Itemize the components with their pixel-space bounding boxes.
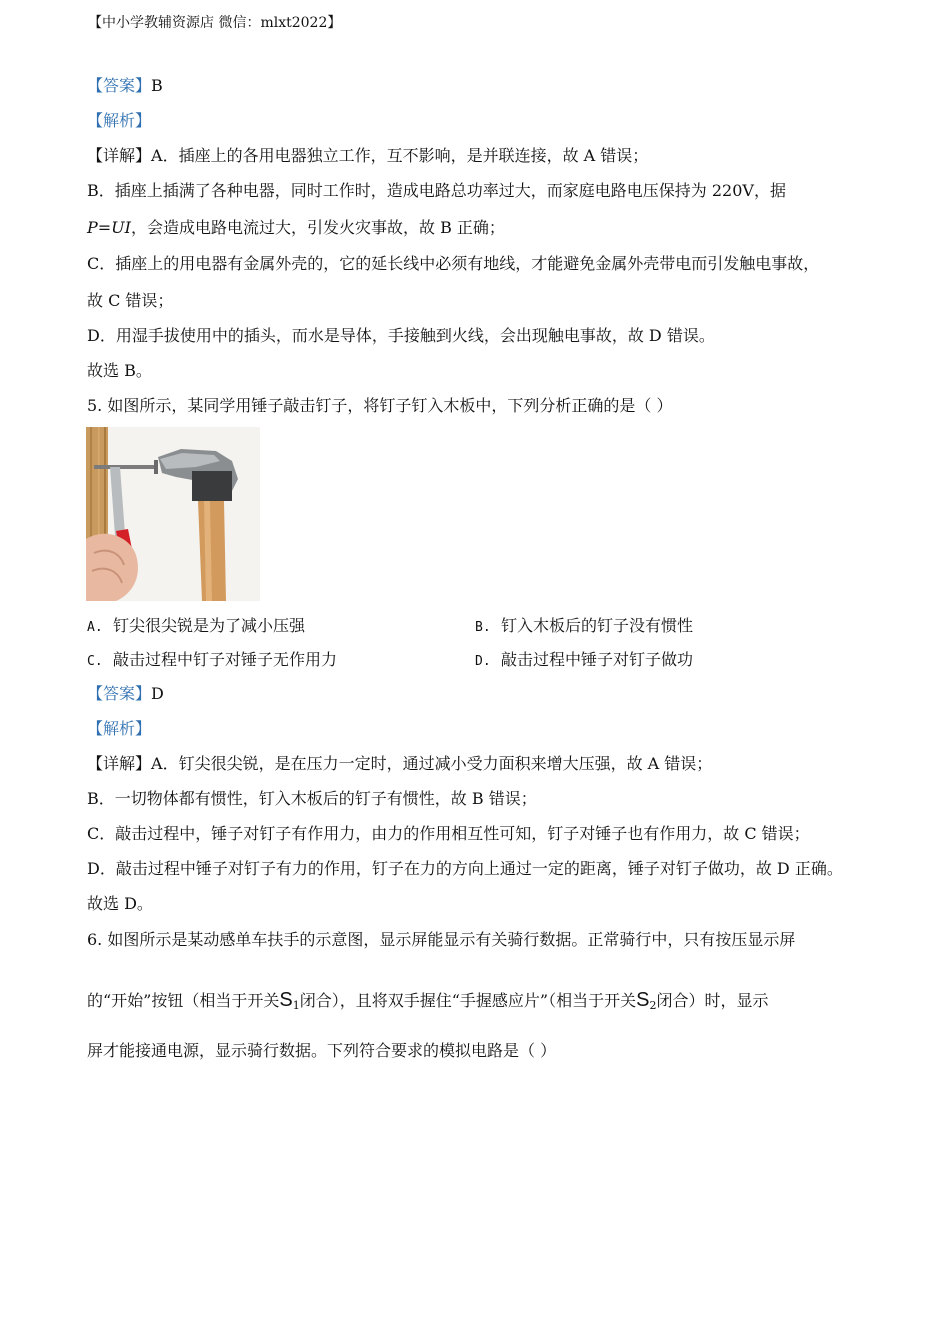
q5-line-d: D．敲击过程中锤子对钉子有力的作用，钉子在力的方向上通过一定的距离，锤子对钉子做功，故 D 正确。 <box>87 859 843 878</box>
switch-s1-symbol: S <box>279 989 293 1011</box>
detail-tag: 【详解】 <box>87 146 152 165</box>
hammer-nail-image <box>86 427 260 601</box>
q4-line-a: A．插座上的各用电器独立工作，互不影响，是并联连接，故 A 错误； <box>151 146 649 165</box>
q4-conclusion: 故选 B。 <box>87 361 152 380</box>
q5-detail-a <box>87 754 712 774</box>
q5-option-c <box>87 650 337 672</box>
q5-answer-line <box>87 684 164 704</box>
switch-s2-symbol: S <box>636 989 650 1011</box>
hammer-illustration <box>86 427 260 601</box>
page-header: 【中小学教辅资源店 微信：mlxt2022】 <box>88 15 342 31</box>
answer-value: D <box>151 684 164 703</box>
option-key: B. <box>475 620 491 635</box>
q5-analysis-tag: 【解析】 <box>87 719 152 738</box>
q5-option-a <box>87 616 305 638</box>
q6-line-2a: 的“开始”按钮（相当于开关 <box>87 991 280 1010</box>
q4-answer-line <box>87 76 163 96</box>
option-text: 钉尖很尖锐是为了减小压强 <box>113 616 306 635</box>
q4-line-c2: 故 C 错误； <box>87 291 174 310</box>
q4-line-b2 <box>87 218 505 238</box>
option-text: 敲击过程中钉子对锤子无作用力 <box>113 650 338 669</box>
q5-line-c: C．敲击过程中，锤子对钉子有作用力，由力的作用相互性可知，钉子对锤子也有作用力，故 C 错误； <box>87 824 810 843</box>
q6-line-2 <box>87 990 768 1016</box>
q4-line-d: D．用湿手拔使用中的插头，而水是导体，手接触到火线，会出现触电事故，故 D 错误。 <box>87 326 715 345</box>
detail-tag: 【详解】 <box>87 754 152 773</box>
option-key: A. <box>87 620 103 635</box>
q4-analysis-tag: 【解析】 <box>87 111 152 130</box>
formula: P=UI <box>87 218 131 237</box>
option-key: C. <box>87 654 103 669</box>
option-key: D. <box>475 654 491 669</box>
q6-line-2c: 闭合）时，显示 <box>656 991 769 1010</box>
q6-line-3: 屏才能接通电源，显示骑行数据。下列符合要求的模拟电路是（ ） <box>87 1041 557 1060</box>
option-text: 钉入木板后的钉子没有惯性 <box>501 616 694 635</box>
answer-tag: 【答案】 <box>87 76 152 95</box>
q4-line-b2-text: ，会造成电路电流过大，引发火灾事故，故 B 正确； <box>130 218 505 237</box>
option-text: 敲击过程中锤子对钉子做功 <box>501 650 694 669</box>
answer-value: B <box>151 76 163 95</box>
switch-s2-subscript: 2 <box>649 999 657 1012</box>
q4-detail-a <box>87 146 648 166</box>
switch-s1-subscript: 1 <box>292 999 300 1012</box>
answer-tag: 【答案】 <box>87 684 152 703</box>
q4-line-b1: B．插座上插满了各种电器，同时工作时，造成电路总功率过大，而家庭电路电压保持为 220V，据 <box>87 181 786 200</box>
q5-line-a: A．钉尖很尖锐，是在压力一定时，通过减小受力面积来增大压强，故 A 错误； <box>151 754 713 773</box>
q5-line-b: B．一切物体都有惯性，钉入木板后的钉子有惯性，故 B 错误； <box>87 789 537 808</box>
q5-conclusion: 故选 D。 <box>87 894 153 913</box>
q5-option-d <box>475 650 693 672</box>
q6-line-2b: 闭合），且将双手握住“手握感应片”（相当于开关 <box>299 991 637 1010</box>
q5-option-b <box>475 616 693 638</box>
q5-stem: 5. 如图所示，某同学用锤子敲击钉子，将钉子钉入木板中，下列分析正确的是（ ） <box>87 396 673 415</box>
q4-line-c1: C．插座上的用电器有金属外壳的，它的延长线中必须有地线，才能避免金属外壳带电而引发触电事故， <box>87 254 820 273</box>
q6-line-1: 6. 如图所示是某动感单车扶手的示意图，显示屏能显示有关骑行数据。正常骑行中，只有按压显示屏 <box>87 930 796 949</box>
